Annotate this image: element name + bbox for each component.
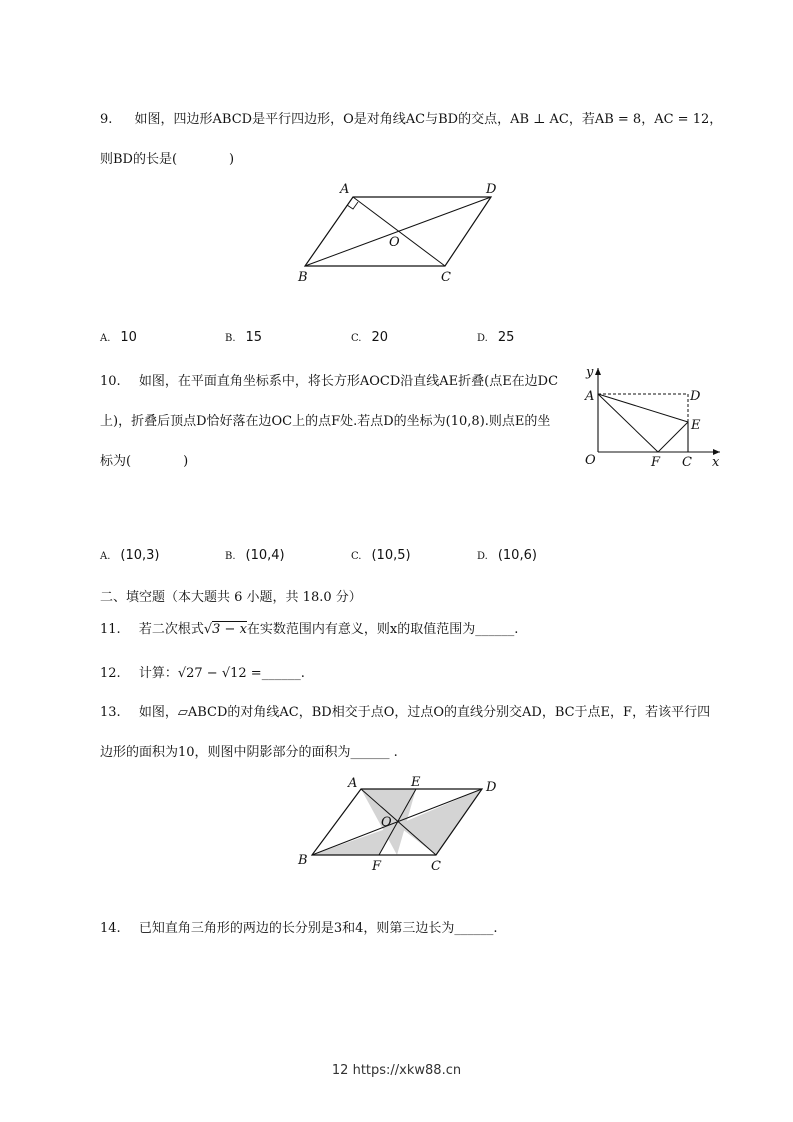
page-footer: 12 https://xkw88.cn [331,1063,462,1078]
q10-label-D: D [690,389,701,404]
q9-option-b[interactable] [225,330,262,345]
q10-option-a[interactable] [100,548,160,563]
q9-option-a-label: A. [100,333,111,344]
q9-line1 [100,108,722,127]
q10-text-line1: 如图，在平面直角坐标系中，将长方形AOCD沿直线AE折叠(点E在边DC [138,374,559,389]
q13-figure [292,772,507,881]
q10-label-C: C [682,455,692,470]
q10-label-O: O [585,453,596,468]
q9-option-a-value: 10 [120,330,137,345]
q13-label-F: F [372,859,382,874]
q9-option-b-label: B. [225,333,236,344]
q9-label-C: C [441,270,451,285]
q11-line [100,618,518,637]
q9-label-B: B [298,270,308,285]
q9-figure [290,178,510,292]
q13-label-C: C [431,859,441,874]
q9-label-O: O [389,235,400,250]
q10-number: 10. [100,374,121,389]
q12-number: 12. [100,666,121,681]
q10-figure [578,362,728,476]
q13-text-line2: 边形的面积为10，则图中阴影部分的面积为______ . [100,745,398,760]
q12-expression: √27 − √12 = [177,666,262,681]
q10-option-d-value: (10,6) [497,548,537,563]
q9-label-D: D [486,182,497,197]
q10-option-b-label: B. [225,551,236,562]
q14-number: 14. [100,921,121,936]
q10-option-a-label: A. [100,551,111,562]
q13-text-line1: 如图，▱ABCD的对角线AC，BD相交于点O，过点O的直线分别交AD，BC于点E，F，若该平行四 [138,705,711,720]
q9-label-A: A [340,182,350,197]
q10-label-y: y [586,365,594,380]
q10-option-b-value: (10,4) [245,548,285,563]
q10-text-line3: 标为( ) [100,454,189,469]
q9-option-c-value: 20 [371,330,389,345]
q9-number: 9. [100,112,113,127]
q13-label-D: D [486,780,497,795]
q10-label-F: F [651,455,661,470]
q9-option-b-value: 15 [245,330,263,345]
q13-line1 [100,701,710,720]
q14-line [100,917,498,936]
q11-pre: 若二次根式 [138,622,204,637]
q12-line [100,662,305,681]
q9-text-line2: 则BD的长是( ) [100,152,235,167]
q9-option-c[interactable] [351,330,388,345]
q11-post: 在实数范围内有意义，则x的取值范围为______. [246,622,519,637]
q10-option-c-value: (10,5) [371,548,411,563]
q9-text-line1: 如图，四边形ABCD是平行四边形，O是对角线AC与BD的交点，AB ⊥ AC，若AB = 8，AC = 12， [134,112,723,127]
q13-label-A: A [348,776,358,791]
q10-label-x: x [712,455,720,470]
q10-label-A: A [585,389,595,404]
q9-option-d-label: D. [477,333,488,344]
q13-number: 13. [100,705,121,720]
q10-option-b[interactable] [225,548,285,563]
q10-text-line2: 上)，折叠后顶点D恰好落在边OC上的点F处.若点D的坐标为(10,8).则点E的坐 [100,414,551,429]
q9-option-c-label: C. [351,333,362,344]
q10-option-c-label: C. [351,551,362,562]
q9-option-d[interactable] [477,330,514,345]
q13-label-O: O [381,815,392,830]
q9-option-d-value: 25 [497,330,515,345]
q10-line1 [100,370,558,389]
q9-option-a[interactable] [100,330,137,345]
q11-radical: √3 − x [203,622,247,637]
q14-text: 已知直角三角形的两边的长分别是3和4，则第三边长为______. [138,921,498,936]
q10-option-d-label: D. [477,551,488,562]
q10-label-E: E [691,418,701,433]
q12-post: ______. [261,666,305,681]
q10-option-c[interactable] [351,548,411,563]
q10-option-d[interactable] [477,548,537,563]
q12-pre: 计算： [138,666,178,681]
q13-label-E: E [411,775,421,790]
q11-radicand: 3 − x [212,622,247,637]
q10-option-a-value: (10,3) [120,548,160,563]
q13-label-B: B [298,853,308,868]
section-heading: 二、填空题（本大题共 6 小题，共 18.0 分） [100,590,362,605]
q11-number: 11. [100,622,121,637]
